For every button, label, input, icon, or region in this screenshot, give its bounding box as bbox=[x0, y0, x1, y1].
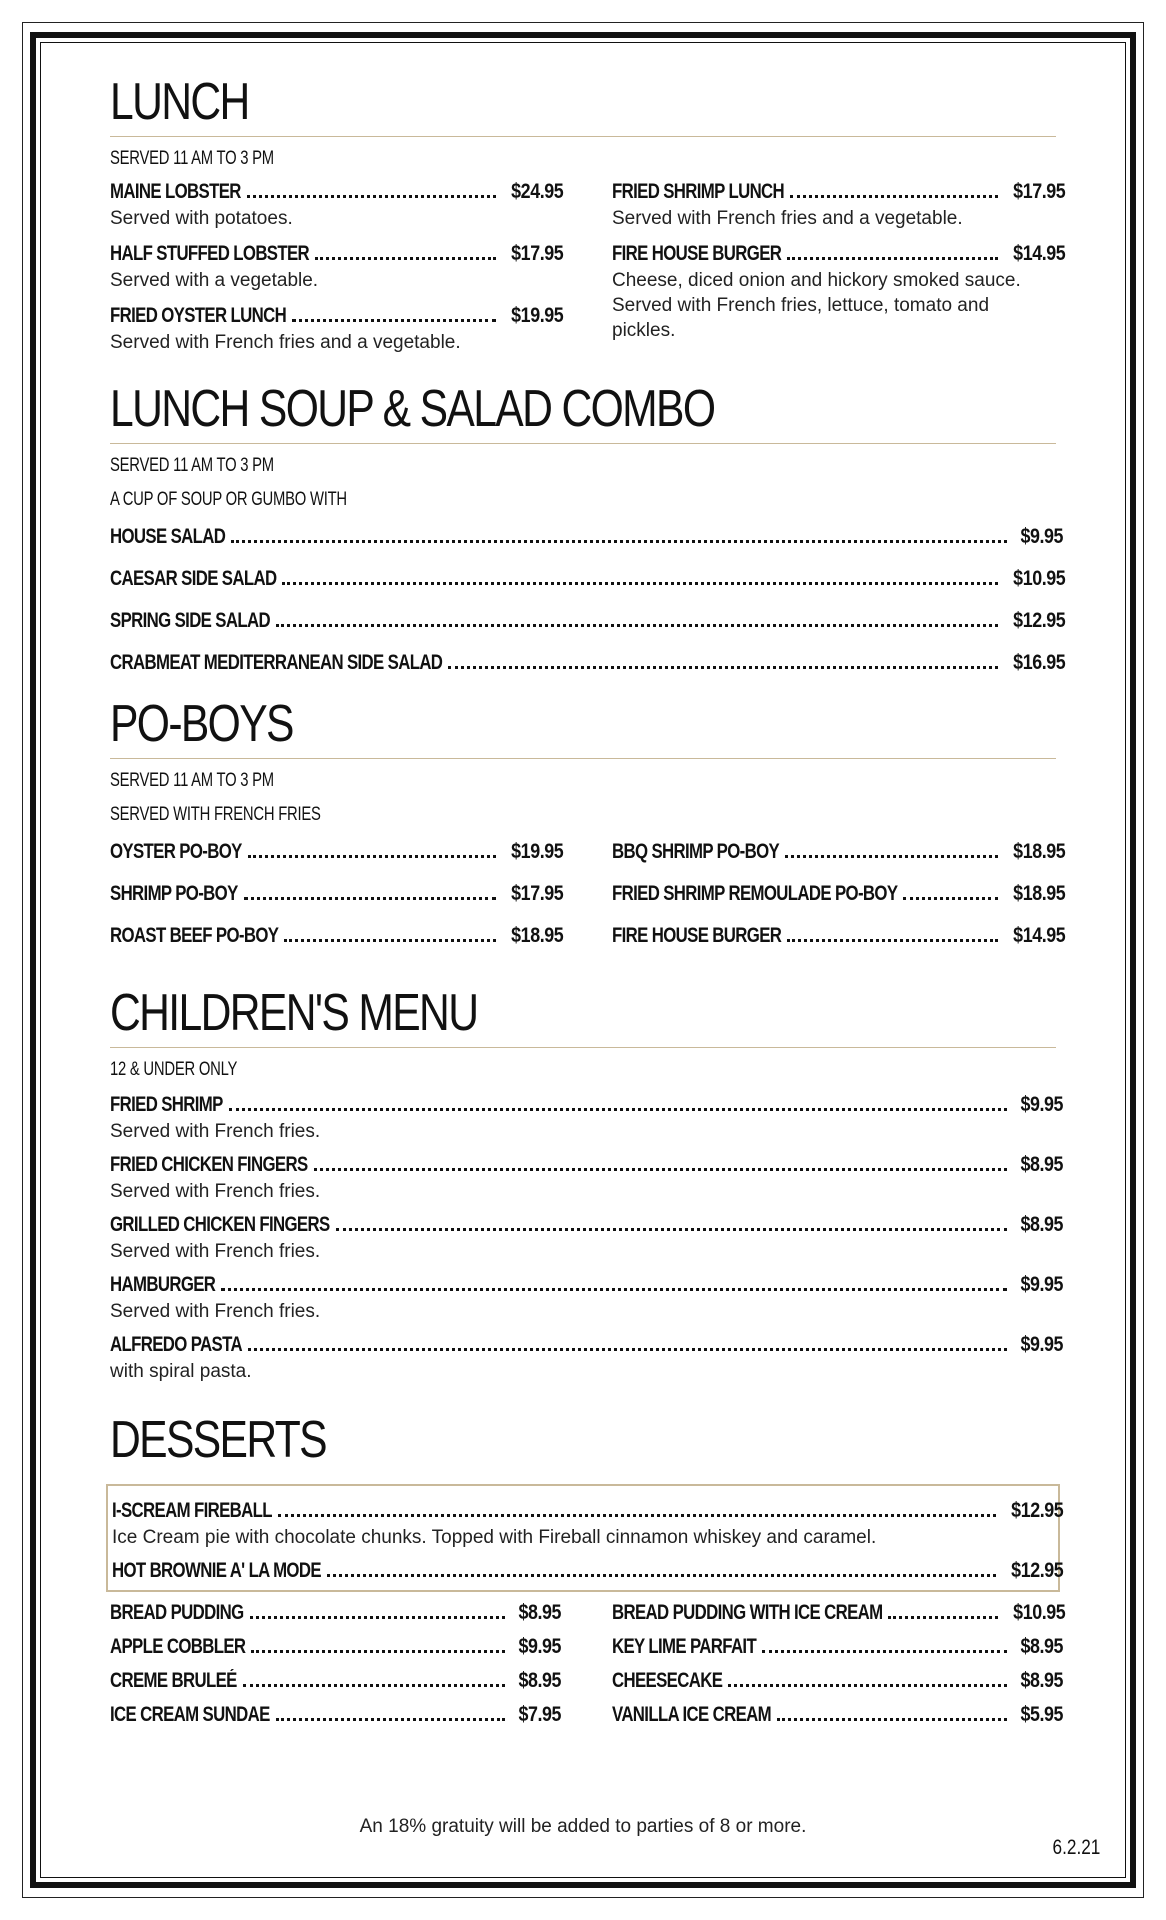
menu-item-name: OYSTER PO-BOY bbox=[110, 840, 242, 863]
dot-leader bbox=[284, 939, 496, 942]
menu-item-price: $9.95 bbox=[1020, 1333, 1064, 1356]
dot-leader bbox=[314, 1168, 1008, 1171]
dot-leader bbox=[276, 1718, 506, 1721]
menu-item-row bbox=[110, 881, 564, 907]
menu-item-price: $14.95 bbox=[1013, 924, 1066, 947]
menu-item-row bbox=[612, 1702, 1064, 1728]
menu-item bbox=[112, 1498, 1064, 1550]
menu-item-price: $10.95 bbox=[1013, 567, 1066, 590]
menu-item-row bbox=[110, 650, 1066, 676]
menu-item-description: Ice Cream pie with chocolate chunks. Topped with Fireball cinnamon whiskey and caramel. bbox=[112, 1527, 877, 1548]
menu-item-row bbox=[110, 839, 564, 865]
combo-list bbox=[110, 524, 1066, 676]
menu-item-price: $18.95 bbox=[1013, 882, 1066, 905]
section-note: 12 & UNDER ONLY bbox=[110, 1059, 238, 1080]
children-list bbox=[110, 1092, 1064, 1384]
menu-item bbox=[110, 1634, 562, 1660]
menu-item-description: Served with potatoes. bbox=[110, 208, 293, 229]
section-title: LUNCH SOUP & SALAD COMBO bbox=[110, 380, 715, 438]
menu-item-row bbox=[110, 923, 564, 949]
menu-item-description: Served with French fries and a vegetable. bbox=[110, 332, 461, 353]
section-note: SERVED 11 AM TO 3 PM bbox=[110, 770, 274, 791]
menu-item bbox=[110, 566, 1066, 592]
menu-item-row bbox=[110, 303, 564, 329]
menu-item-name: I-SCREAM FIREBALL bbox=[112, 1499, 272, 1522]
divider bbox=[110, 758, 1056, 759]
menu-item-price: $19.95 bbox=[511, 304, 564, 327]
dot-leader bbox=[787, 939, 998, 942]
lunch-section bbox=[110, 72, 1066, 365]
menu-item bbox=[110, 1668, 562, 1694]
dot-leader bbox=[728, 1684, 1007, 1687]
menu-item-description: Served with French fries. bbox=[110, 1301, 321, 1322]
divider bbox=[110, 136, 1056, 137]
menu-item-description: Served with a vegetable. bbox=[110, 270, 319, 291]
menu-item bbox=[110, 608, 1066, 634]
menu-item-row bbox=[112, 1558, 1064, 1584]
menu-item bbox=[612, 1668, 1064, 1694]
menu-item-name: HOUSE SALAD bbox=[110, 525, 226, 548]
dot-leader bbox=[282, 582, 997, 585]
menu-item bbox=[110, 303, 564, 355]
menu-item-price: $17.95 bbox=[1013, 180, 1066, 203]
gratuity-note: An 18% gratuity will be added to parties of 8 or more. bbox=[359, 1816, 807, 1837]
poboys-columns bbox=[110, 829, 1066, 965]
dot-leader bbox=[315, 257, 496, 260]
menu-item-price: $14.95 bbox=[1013, 242, 1066, 265]
menu-item-row bbox=[110, 179, 564, 205]
dot-leader bbox=[250, 1616, 506, 1619]
menu-item-price: $10.95 bbox=[1013, 1601, 1066, 1624]
lunch-left-column bbox=[110, 173, 564, 365]
menu-item-name: HOT BROWNIE A' LA MODE bbox=[112, 1559, 321, 1582]
dot-leader bbox=[247, 195, 496, 198]
section-title: PO-BOYS bbox=[110, 695, 293, 753]
dot-leader bbox=[243, 1684, 506, 1687]
po-boys-section bbox=[110, 694, 1066, 965]
menu-item-name: FRIED CHICKEN FINGERS bbox=[110, 1153, 308, 1176]
menu-item-price: $17.95 bbox=[511, 882, 564, 905]
dot-leader bbox=[276, 624, 998, 627]
dot-leader bbox=[292, 319, 496, 322]
section-note: SERVED 11 AM TO 3 PM bbox=[110, 148, 274, 169]
menu-item-price: $8.95 bbox=[1020, 1153, 1064, 1176]
menu-item bbox=[110, 1212, 1064, 1264]
dot-leader bbox=[244, 897, 496, 900]
menu-item-price: $12.95 bbox=[1011, 1499, 1064, 1522]
menu-item bbox=[110, 1152, 1064, 1204]
menu-item-row bbox=[612, 179, 1066, 205]
dot-leader bbox=[888, 1616, 997, 1619]
menu-item-name: ALFREDO PASTA bbox=[110, 1333, 242, 1356]
menu-content bbox=[110, 60, 1066, 1732]
menu-item bbox=[110, 241, 564, 293]
menu-item-name: VANILLA ICE CREAM bbox=[612, 1703, 771, 1726]
section-note-secondary: A CUP OF SOUP OR GUMBO WITH bbox=[110, 489, 347, 510]
childrens-menu-section bbox=[110, 983, 1064, 1384]
menu-item bbox=[110, 1332, 1064, 1384]
menu-item-row bbox=[110, 1212, 1064, 1238]
menu-item-description: Served with French fries and a vegetable. bbox=[612, 208, 963, 229]
menu-item-row bbox=[612, 923, 1066, 949]
menu-item-price: $12.95 bbox=[1011, 1559, 1064, 1582]
lunch-right-column bbox=[612, 173, 1066, 365]
menu-item-name: CHEESECAKE bbox=[612, 1669, 723, 1692]
menu-item-name: KEY LIME PARFAIT bbox=[612, 1635, 757, 1658]
menu-item bbox=[110, 1600, 562, 1626]
menu-item-name: FIRE HOUSE BURGER bbox=[612, 242, 782, 265]
menu-item-price: $5.95 bbox=[1020, 1703, 1064, 1726]
menu-item-price: $9.95 bbox=[1020, 525, 1064, 548]
menu-item bbox=[110, 1272, 1064, 1324]
menu-item bbox=[110, 1092, 1064, 1144]
menu-item-name: APPLE COBBLER bbox=[110, 1635, 246, 1658]
menu-item-description: Served with French fries. bbox=[110, 1181, 321, 1202]
menu-item bbox=[112, 1558, 1064, 1584]
menu-item-row bbox=[110, 1272, 1064, 1298]
menu-item-row bbox=[110, 608, 1066, 634]
dot-leader bbox=[248, 855, 496, 858]
dot-leader bbox=[251, 1650, 505, 1653]
menu-item-price: $16.95 bbox=[1013, 651, 1066, 674]
menu-item-name: BREAD PUDDING bbox=[110, 1601, 244, 1624]
menu-item-description: Cheese, diced onion and hickory smoked sauce. Served with French fries, lettuce, tomato and pickles. bbox=[612, 270, 1021, 341]
soup-salad-combo-section bbox=[110, 379, 1066, 676]
menu-item-name: HALF STUFFED LOBSTER bbox=[110, 242, 310, 265]
menu-item bbox=[110, 839, 564, 865]
menu-item bbox=[612, 1634, 1064, 1660]
dot-leader bbox=[762, 1650, 1007, 1653]
menu-item-description: with spiral pasta. bbox=[110, 1361, 252, 1382]
section-note-secondary: SERVED WITH FRENCH FRIES bbox=[110, 804, 321, 825]
menu-item-row bbox=[110, 1092, 1064, 1118]
menu-item-price: $8.95 bbox=[1020, 1213, 1064, 1236]
menu-item-price: $8.95 bbox=[1020, 1635, 1064, 1658]
dot-leader bbox=[278, 1514, 996, 1517]
dot-leader bbox=[221, 1288, 1007, 1291]
menu-item bbox=[110, 650, 1066, 676]
poboys-right-column bbox=[612, 829, 1066, 965]
dot-leader bbox=[785, 855, 998, 858]
menu-item bbox=[612, 839, 1066, 865]
menu-item-row bbox=[110, 566, 1066, 592]
menu-item bbox=[612, 241, 1066, 343]
menu-item-name: ICE CREAM SUNDAE bbox=[110, 1703, 270, 1726]
menu-item bbox=[612, 1600, 1066, 1626]
menu-item-price: $12.95 bbox=[1013, 609, 1066, 632]
menu-item-name: ROAST BEEF PO-BOY bbox=[110, 924, 279, 947]
menu-item-row bbox=[612, 881, 1066, 907]
menu-item-row bbox=[612, 839, 1066, 865]
menu-item-name: SHRIMP PO-BOY bbox=[110, 882, 238, 905]
dot-leader bbox=[327, 1574, 996, 1577]
menu-item bbox=[110, 1702, 562, 1728]
lunch-columns bbox=[110, 173, 1066, 365]
menu-item-row bbox=[110, 1702, 562, 1728]
dot-leader bbox=[777, 1718, 1007, 1721]
menu-item bbox=[612, 1702, 1064, 1728]
menu-item bbox=[612, 881, 1066, 907]
menu-item-name: SPRING SIDE SALAD bbox=[110, 609, 270, 632]
divider bbox=[110, 1047, 1056, 1048]
menu-item bbox=[110, 881, 564, 907]
menu-item-row bbox=[110, 1600, 562, 1626]
menu-item-name: BBQ SHRIMP PO-BOY bbox=[612, 840, 780, 863]
menu-item-name: FRIED SHRIMP LUNCH bbox=[612, 180, 785, 203]
dot-leader bbox=[248, 1348, 1007, 1351]
desserts-left-column bbox=[110, 1592, 562, 1732]
section-note: SERVED 11 AM TO 3 PM bbox=[110, 455, 274, 476]
menu-item-row bbox=[110, 241, 564, 267]
menu-item-description: Served with French fries. bbox=[110, 1121, 321, 1142]
dot-leader bbox=[787, 257, 998, 260]
menu-item-price: $9.95 bbox=[1020, 1273, 1064, 1296]
menu-item-name: GRILLED CHICKEN FINGERS bbox=[110, 1213, 330, 1236]
menu-item-name: HAMBURGER bbox=[110, 1273, 216, 1296]
menu-item-price: $8.95 bbox=[1020, 1669, 1064, 1692]
menu-item-price: $7.95 bbox=[518, 1703, 562, 1726]
menu-item bbox=[110, 923, 564, 949]
menu-item-name: CAESAR SIDE SALAD bbox=[110, 567, 277, 590]
menu-item-name: BREAD PUDDING WITH ICE CREAM bbox=[612, 1601, 883, 1624]
menu-item-price: $9.95 bbox=[1020, 1093, 1064, 1116]
menu-item-name: FRIED OYSTER LUNCH bbox=[110, 304, 287, 327]
divider bbox=[110, 443, 1056, 444]
menu-item-price: $24.95 bbox=[511, 180, 564, 203]
menu-item-row bbox=[110, 1332, 1064, 1358]
menu-item-row bbox=[612, 1634, 1064, 1660]
menu-item-price: $8.95 bbox=[518, 1601, 562, 1624]
menu-item-row bbox=[112, 1498, 1064, 1524]
menu-item-name: CRABMEAT MEDITERRANEAN SIDE SALAD bbox=[110, 651, 443, 674]
menu-item-price: $18.95 bbox=[511, 924, 564, 947]
menu-item-name: CREME BRULEÉ bbox=[110, 1669, 237, 1692]
menu-item-price: $17.95 bbox=[511, 242, 564, 265]
menu-item-name: FRIED SHRIMP bbox=[110, 1093, 223, 1116]
desserts-right-column bbox=[612, 1592, 1066, 1732]
menu-item bbox=[110, 179, 564, 231]
section-title: CHILDREN'S MENU bbox=[110, 984, 478, 1042]
menu-item-row bbox=[612, 241, 1066, 267]
menu-item-name: FRIED SHRIMP REMOULADE PO-BOY bbox=[612, 882, 898, 905]
menu-item-row bbox=[110, 1152, 1064, 1178]
menu-item-row bbox=[110, 1668, 562, 1694]
menu-date: 6.2.21 bbox=[1052, 1836, 1100, 1859]
dot-leader bbox=[229, 1108, 1008, 1111]
menu-item-price: $19.95 bbox=[511, 840, 564, 863]
menu-item bbox=[612, 179, 1066, 231]
menu-item-description: Served with French fries. bbox=[110, 1241, 321, 1262]
menu-item-price: $8.95 bbox=[518, 1669, 562, 1692]
menu-item-row bbox=[612, 1668, 1064, 1694]
dot-leader bbox=[790, 195, 998, 198]
menu-item-name: FIRE HOUSE BURGER bbox=[612, 924, 782, 947]
menu-item-row bbox=[110, 1634, 562, 1660]
dot-leader bbox=[231, 540, 1007, 543]
menu-item bbox=[110, 524, 1064, 550]
desserts-section bbox=[110, 1410, 1066, 1732]
dot-leader bbox=[903, 897, 998, 900]
menu-item-row bbox=[110, 524, 1064, 550]
featured-desserts-box bbox=[106, 1484, 1064, 1592]
menu-item-name: MAINE LOBSTER bbox=[110, 180, 241, 203]
section-title: LUNCH bbox=[110, 73, 249, 131]
menu-item-price: $18.95 bbox=[1013, 840, 1066, 863]
dot-leader bbox=[336, 1228, 1008, 1231]
menu-item-price: $9.95 bbox=[518, 1635, 562, 1658]
menu-item-row bbox=[612, 1600, 1066, 1626]
section-title: DESSERTS bbox=[110, 1411, 326, 1469]
dot-leader bbox=[448, 666, 998, 669]
menu-item bbox=[612, 923, 1066, 949]
desserts-columns bbox=[110, 1592, 1066, 1732]
poboys-left-column bbox=[110, 829, 564, 965]
